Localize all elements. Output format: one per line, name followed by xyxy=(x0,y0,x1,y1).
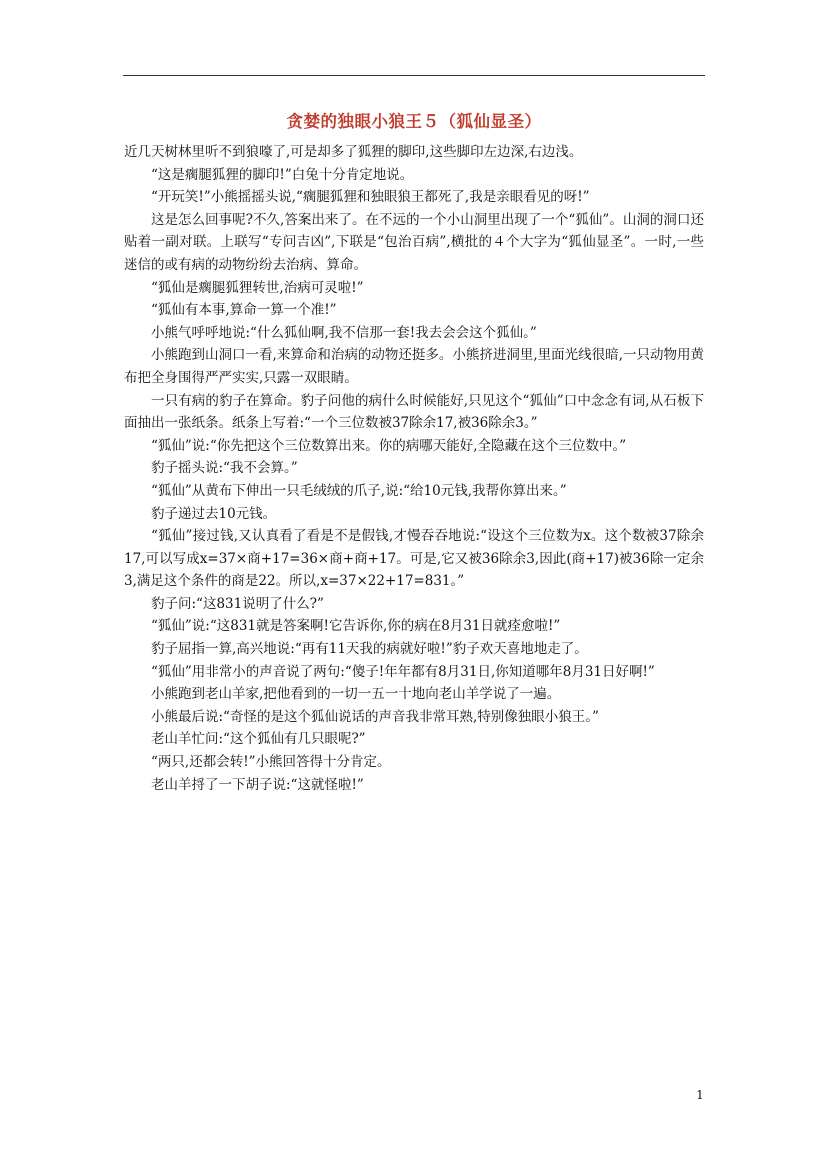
paragraph: 小熊最后说:“奇怪的是这个狐仙说话的声音我非常耳熟,特别像独眼小狼王。” xyxy=(151,708,599,725)
paragraph: 豹子问:“这831说明了什么?” xyxy=(151,595,324,612)
paragraph: 老山羊忙问:“这个狐仙有几只眼呢?” xyxy=(151,731,366,748)
paragraph: “狐仙”说:“你先把这个三位数算出来。你的病哪天能好,全隐藏在这个三位数中。” xyxy=(151,437,627,454)
paragraph: 小熊跑到山洞口一看,来算命和治病的动物还挺多。小熊挤进洞里,里面光线很暗,一只动物用黄布把全身围得严严实实,只露一双眼睛。 xyxy=(124,347,704,386)
paragraph: 小熊气呼呼地说:“什么狐仙啊,我不信那一套!我去会会这个狐仙。” xyxy=(151,324,537,341)
page-number: 1 xyxy=(696,1088,704,1102)
paragraph: “狐仙”从黄布下伸出一只毛绒绒的爪子,说:“给10元钱,我帮你算出来。” xyxy=(151,482,567,499)
paragraph: 这是怎么回事呢?不久,答案出来了。在不远的一个小山洞里出现了一个“狐仙”。山洞的洞口还贴着一副对联。上联写“专问吉凶”,下联是“包治百病”,横批的４个大字为“狐仙显圣”。一时,一些迷信的或有病的动物纷纷去治病、算命。 xyxy=(124,211,704,273)
paragraph: “狐仙是瘸腿狐狸转世,治病可灵啦!” xyxy=(151,279,364,296)
paragraph: 一只有病的豹子在算命。豹子问他的病什么时候能好,只见这个“狐仙”口中念念有词,从石板下面抽出一张纸条。纸条上写着:“一个三位数被37除余17,被36除余3。” xyxy=(124,392,704,432)
story-body xyxy=(124,141,704,796)
page-title: 贪婪的独眼小狼王５（狐仙显圣） xyxy=(286,112,542,131)
paragraph: 近几天树林里听不到狼嚎了,可是却多了狐狸的脚印,这些脚印左边深,右边浅。 xyxy=(124,144,583,160)
paragraph: “开玩笑!”小熊摇摇头说,“瘸腿狐狸和独眼狼王都死了,我是亲眼看见的呀!” xyxy=(151,189,590,206)
paragraph: “狐仙有本事,算命一算一个准!” xyxy=(151,302,337,319)
paragraph: “两只,还都会转!”小熊回答得十分肯定。 xyxy=(151,754,391,771)
paragraph: 老山羊捋了一下胡子说:“这就怪啦!” xyxy=(151,776,364,793)
header-rule xyxy=(123,75,705,76)
paragraph: 豹子屈指一算,高兴地说:“再有11天我的病就好啦!”豹子欢天喜地地走了。 xyxy=(151,641,588,658)
paragraph: 豹子递过去10元钱。 xyxy=(151,505,277,522)
paragraph: 豹子摇头说:“我不会算。” xyxy=(151,460,298,477)
paragraph: “狐仙”说:“这831就是答案啊!它告诉你,你的病在8月31日就痊愈啦!” xyxy=(151,618,561,635)
paragraph: “狐仙”用非常小的声音说了两句:“傻子!年年都有8月31日,你知道哪年8月31日好啊!” xyxy=(151,663,655,680)
paragraph: “这是瘸腿狐狸的脚印!”白兔十分肯定地说。 xyxy=(151,166,414,183)
paragraph: 小熊跑到老山羊家,把他看到的一切一五一十地向老山羊学说了一遍。 xyxy=(151,686,561,703)
paragraph: “狐仙”接过钱,又认真看了看是不是假钱,才慢吞吞地说:“设这个三位数为x。这个数被37除余17,可以写成x=37×商+17=36×商+商+17。可是,它又被36除余3,因此(商+17)被36除一定余3,满足这个条件的商是22。所以,x=37×22+17=831。” xyxy=(124,528,704,590)
